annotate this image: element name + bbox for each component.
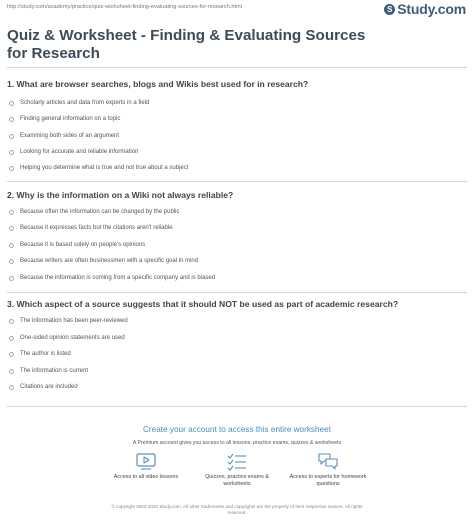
- cta-subline: A Premium account gives you access to all lessons, practice exams, quizzes & worksheets: [132, 440, 342, 446]
- question-2-text: 2. Why is the information on a Wiki not always reliable?: [7, 190, 234, 200]
- feature-quizzes: Quizzes, practice exams & worksheets: [192, 451, 282, 488]
- radio-circle-icon[interactable]: [9, 210, 14, 215]
- radio-circle-icon[interactable]: [9, 150, 14, 155]
- answer-option[interactable]: The author is listed: [9, 349, 71, 359]
- answer-option[interactable]: Looking for accurate and reliable information: [9, 147, 138, 157]
- radio-circle-icon[interactable]: [9, 385, 14, 390]
- video-play-icon: [135, 451, 157, 471]
- chat-bubbles-icon: [317, 451, 339, 471]
- study-logo[interactable]: [384, 1, 466, 17]
- radio-circle-icon[interactable]: [9, 276, 14, 281]
- answer-option[interactable]: Because writers are often businessmen with a specific goal in mind: [9, 256, 198, 266]
- answer-option[interactable]: Citations are included: [9, 382, 78, 392]
- answer-option[interactable]: One-sided opinion statements are used: [9, 333, 125, 343]
- answer-option[interactable]: Scholarly articles and data from experts in a field: [9, 98, 149, 108]
- answer-option[interactable]: Finding general information on a topic: [9, 114, 120, 124]
- logo-mark-icon: S: [384, 4, 395, 15]
- radio-circle-icon[interactable]: [9, 369, 14, 374]
- feature-video-lessons: Access to all video lessons: [101, 451, 191, 481]
- answer-option[interactable]: Because the information is coming from a specific company and is biased: [9, 273, 215, 283]
- copyright-footer: © copyright 2003-2020 Study.com. All other trademarks and copyrights are the property of their respective owners. All rights reserved.: [111, 504, 363, 515]
- section-divider: [7, 406, 467, 407]
- radio-circle-icon[interactable]: [9, 166, 14, 171]
- answer-option[interactable]: Helping you determine what is true and not true about a subject: [9, 163, 188, 173]
- answer-option[interactable]: The information has been peer-reviewed: [9, 316, 128, 326]
- question-1-text: 1. What are browser searches, blogs and Wikis best used for in research?: [7, 79, 309, 89]
- cta-headline[interactable]: Create your account to access this entire worksheet: [143, 425, 331, 434]
- title-divider: [7, 67, 467, 68]
- question-divider: [7, 181, 467, 182]
- radio-circle-icon[interactable]: [9, 336, 14, 341]
- logo-text: Study.com: [397, 1, 466, 17]
- answer-option[interactable]: Examining both sides of an argument: [9, 131, 119, 141]
- question-3-text: 3. Which aspect of a source suggests that it should NOT be used as part of academic research?: [7, 299, 399, 309]
- radio-circle-icon[interactable]: [9, 226, 14, 231]
- feature-experts: Access to experts for homework questions: [283, 451, 373, 488]
- radio-circle-icon[interactable]: [9, 259, 14, 264]
- answer-option[interactable]: Because it expresses facts but the citations aren't reliable: [9, 223, 173, 233]
- question-divider: [7, 292, 467, 293]
- page-url: http://study.com/academy/practice/quiz-worksheet-finding-evaluating-sources-for-research.html: [7, 4, 242, 10]
- radio-circle-icon[interactable]: [9, 101, 14, 106]
- answer-option[interactable]: Because it is based solely on people's opinions: [9, 240, 145, 250]
- radio-circle-icon[interactable]: [9, 319, 14, 324]
- radio-circle-icon[interactable]: [9, 352, 14, 357]
- radio-circle-icon[interactable]: [9, 117, 14, 122]
- page-title: Quiz & Worksheet - Finding & Evaluating Sources for Research: [7, 27, 366, 62]
- answer-option[interactable]: The information is current: [9, 366, 88, 376]
- answer-option[interactable]: Because often the information can be changed by the public: [9, 207, 179, 217]
- checklist-icon: [226, 451, 248, 471]
- top-bar: [0, 0, 474, 18]
- radio-circle-icon[interactable]: [9, 243, 14, 248]
- radio-circle-icon[interactable]: [9, 134, 14, 139]
